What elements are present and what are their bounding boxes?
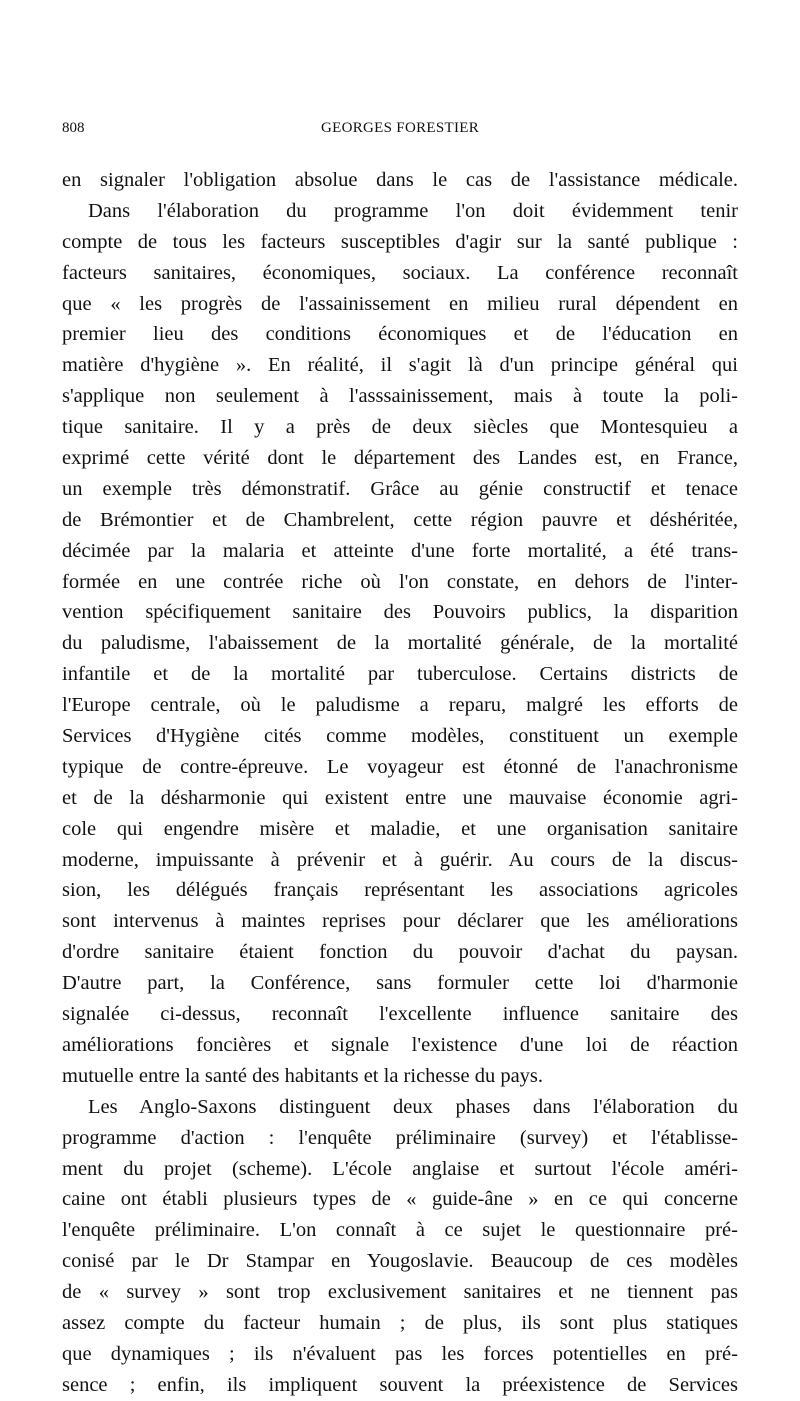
text-line: assez compte du facteur humain ; de plus, ils sont plus statiques — [62, 1311, 738, 1334]
text-line: ment du projet (scheme). L'école anglaise et surtout l'école améri- — [62, 1157, 738, 1180]
text-line: matière d'hygiène ». En réalité, il s'agit là d'un principe général qui — [62, 354, 738, 377]
text-line: l'Europe centrale, où le paludisme a reparu, malgré les efforts de — [62, 694, 738, 717]
text-line: d'ordre sanitaire étaient fonction du pouvoir d'achat du paysan. — [62, 941, 738, 964]
text-line: de Brémontier et de Chambrelent, cette région pauvre et déshéritée, — [62, 508, 738, 531]
text-line: vention spécifiquement sanitaire des Pouvoirs publics, la disparition — [62, 601, 738, 624]
text-line: que « les progrès de l'assainissement en milieu rural dépendent en — [62, 292, 738, 315]
text-line: sion, les délégués français représentant les associations agricoles — [62, 879, 738, 902]
text-line: que dynamiques ; ils n'évaluent pas les forces potentielles en pré- — [62, 1342, 738, 1365]
text-line: Dans l'élaboration du programme l'on doit évidemment tenir — [88, 199, 738, 222]
text-line: s'applique non seulement à l'asssainissement, mais à toute la poli- — [62, 385, 738, 408]
text-line: un exemple très démonstratif. Grâce au génie constructif et tenace — [62, 477, 738, 500]
text-line: facteurs sanitaires, économiques, sociaux. La conférence reconnaît — [62, 261, 738, 284]
running-title: GEORGES FORESTIER — [320, 120, 480, 136]
text-line: typique de contre-épreuve. Le voyageur est étonné de l'anachronisme — [62, 755, 738, 778]
text-line: améliorations foncières et signale l'existence d'une loi de réaction — [62, 1033, 738, 1056]
text-line: décimée par la malaria et atteinte d'une forte mortalité, a été trans- — [62, 539, 738, 562]
text-line: sont intervenus à maintes reprises pour déclarer que les améliorations — [62, 910, 738, 933]
text-line: programme d'action : l'enquête préliminaire (survey) et l'établisse- — [62, 1126, 738, 1149]
text-line: formée en une contrée riche où l'on constate, en dehors de l'inter- — [62, 570, 738, 593]
page-number: 808 — [62, 120, 85, 136]
text-line: de « survey » sont trop exclusivement sanitaires et ne tiennent pas — [62, 1281, 738, 1304]
text-line: du paludisme, l'abaissement de la mortalité générale, de la mortalité — [62, 632, 738, 655]
body-text — [62, 165, 738, 1401]
text-line: l'enquête préliminaire. L'on connaît à ce sujet le questionnaire pré- — [62, 1219, 738, 1242]
text-line: compte de tous les facteurs susceptibles d'agir sur la santé publique : — [62, 230, 738, 253]
text-line: premier lieu des conditions économiques et de l'éducation en — [62, 323, 738, 346]
page-header — [62, 120, 738, 142]
text-line: caine ont établi plusieurs types de « guide-âne » en ce qui concerne — [62, 1188, 738, 1211]
text-line: exprimé cette vérité dont le département des Landes est, en France, — [62, 447, 738, 470]
text-line: en signaler l'obligation absolue dans le cas de l'assistance médicale. — [62, 169, 738, 191]
text-line: moderne, impuissante à prévenir et à guérir. Au cours de la discus- — [62, 848, 738, 871]
text-line: signalée ci-dessus, reconnaît l'excellente influence sanitaire des — [62, 1003, 738, 1026]
text-line: Services d'Hygiène cités comme modèles, constituent un exemple — [62, 725, 738, 748]
text-line: infantile et de la mortalité par tuberculose. Certains districts de — [62, 663, 738, 686]
text-line: D'autre part, la Conférence, sans formuler cette loi d'harmonie — [62, 972, 738, 995]
text-line: conisé par le Dr Stampar en Yougoslavie. Beaucoup de ces modèles — [62, 1250, 738, 1273]
text-line: tique sanitaire. Il y a près de deux siècles que Montesquieu a — [62, 416, 738, 439]
text-line: sence ; enfin, ils impliquent souvent la préexistence de Services — [62, 1373, 738, 1396]
text-line: cole qui engendre misère et maladie, et une organisation sanitaire — [62, 817, 738, 840]
text-line: et de la désharmonie qui existent entre une mauvaise économie agri- — [62, 786, 738, 809]
text-line: Les Anglo-Saxons distinguent deux phases dans l'élaboration du — [88, 1095, 738, 1118]
text-line: mutuelle entre la santé des habitants et la richesse du pays. — [62, 1064, 544, 1087]
